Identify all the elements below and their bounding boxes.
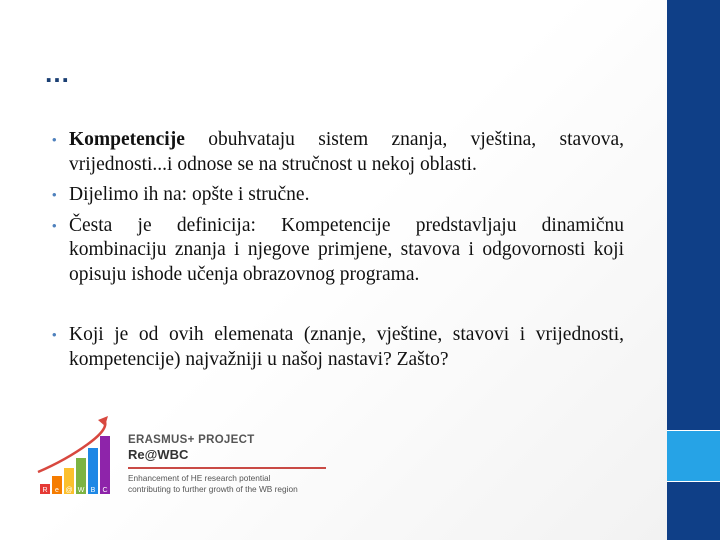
logo-bar-letter: R	[42, 487, 48, 494]
decorative-sidebar	[667, 0, 720, 540]
growth-chart-icon	[36, 414, 128, 500]
logo-bar-letter: e	[55, 487, 59, 494]
logo-line-2: Re@WBC	[128, 447, 189, 462]
logo-line-3: Enhancement of HE research potential	[128, 473, 271, 483]
sidebar-bar-middle	[667, 431, 720, 481]
logo-bar	[100, 436, 110, 494]
logo-bar-letter: B	[90, 487, 96, 494]
bullet-bold-term: Kompetencije	[69, 129, 185, 150]
bullet-dot-icon: •	[52, 187, 57, 202]
bullet-text: Koji je od ovih elemenata (znanje, vještine, stavovi i vrijednosti, kompetencije) najvažniji u našoj nastavi? Zašto?	[69, 324, 624, 370]
logo-line-4: contributing to further growth of the WB region	[128, 483, 298, 494]
logo-bar-letter: W	[77, 487, 85, 494]
sidebar-bar-bottom	[667, 482, 720, 540]
slide-title: …	[44, 58, 71, 88]
logo-divider	[128, 467, 326, 469]
bullet-item	[52, 323, 624, 372]
logo-bar-letter: @	[65, 487, 73, 494]
erasmus-logo	[36, 414, 336, 500]
bullet-dot-icon: •	[52, 217, 57, 233]
bullet-dot-icon: •	[52, 327, 57, 342]
bullet-text: obuhvataju sistem znanja, vještina, stavova, vrijednosti...i odnose se na stručnost u nekoj oblasti.	[69, 129, 624, 175]
bullet-dot-icon: •	[52, 132, 57, 147]
sidebar-bar-top	[667, 0, 720, 430]
bullet-text: Dijelimo ih na: opšte i stručne.	[69, 184, 310, 205]
bullet-item	[52, 128, 624, 177]
logo-line-1: ERASMUS+ PROJECT	[128, 434, 255, 446]
bullet-item	[52, 214, 624, 288]
bullet-text: Česta je definicija: Kompetencije predstavljaju dinamičnu kombinaciju znanja i njegove primjene, stavova i odgovornosti koji opisuju ishode učenja obrazovnog programa.	[69, 214, 624, 285]
bullet-item	[52, 183, 624, 208]
logo-bar-letter: C	[102, 487, 108, 494]
logo-text	[128, 434, 326, 494]
slide-content	[52, 128, 624, 378]
